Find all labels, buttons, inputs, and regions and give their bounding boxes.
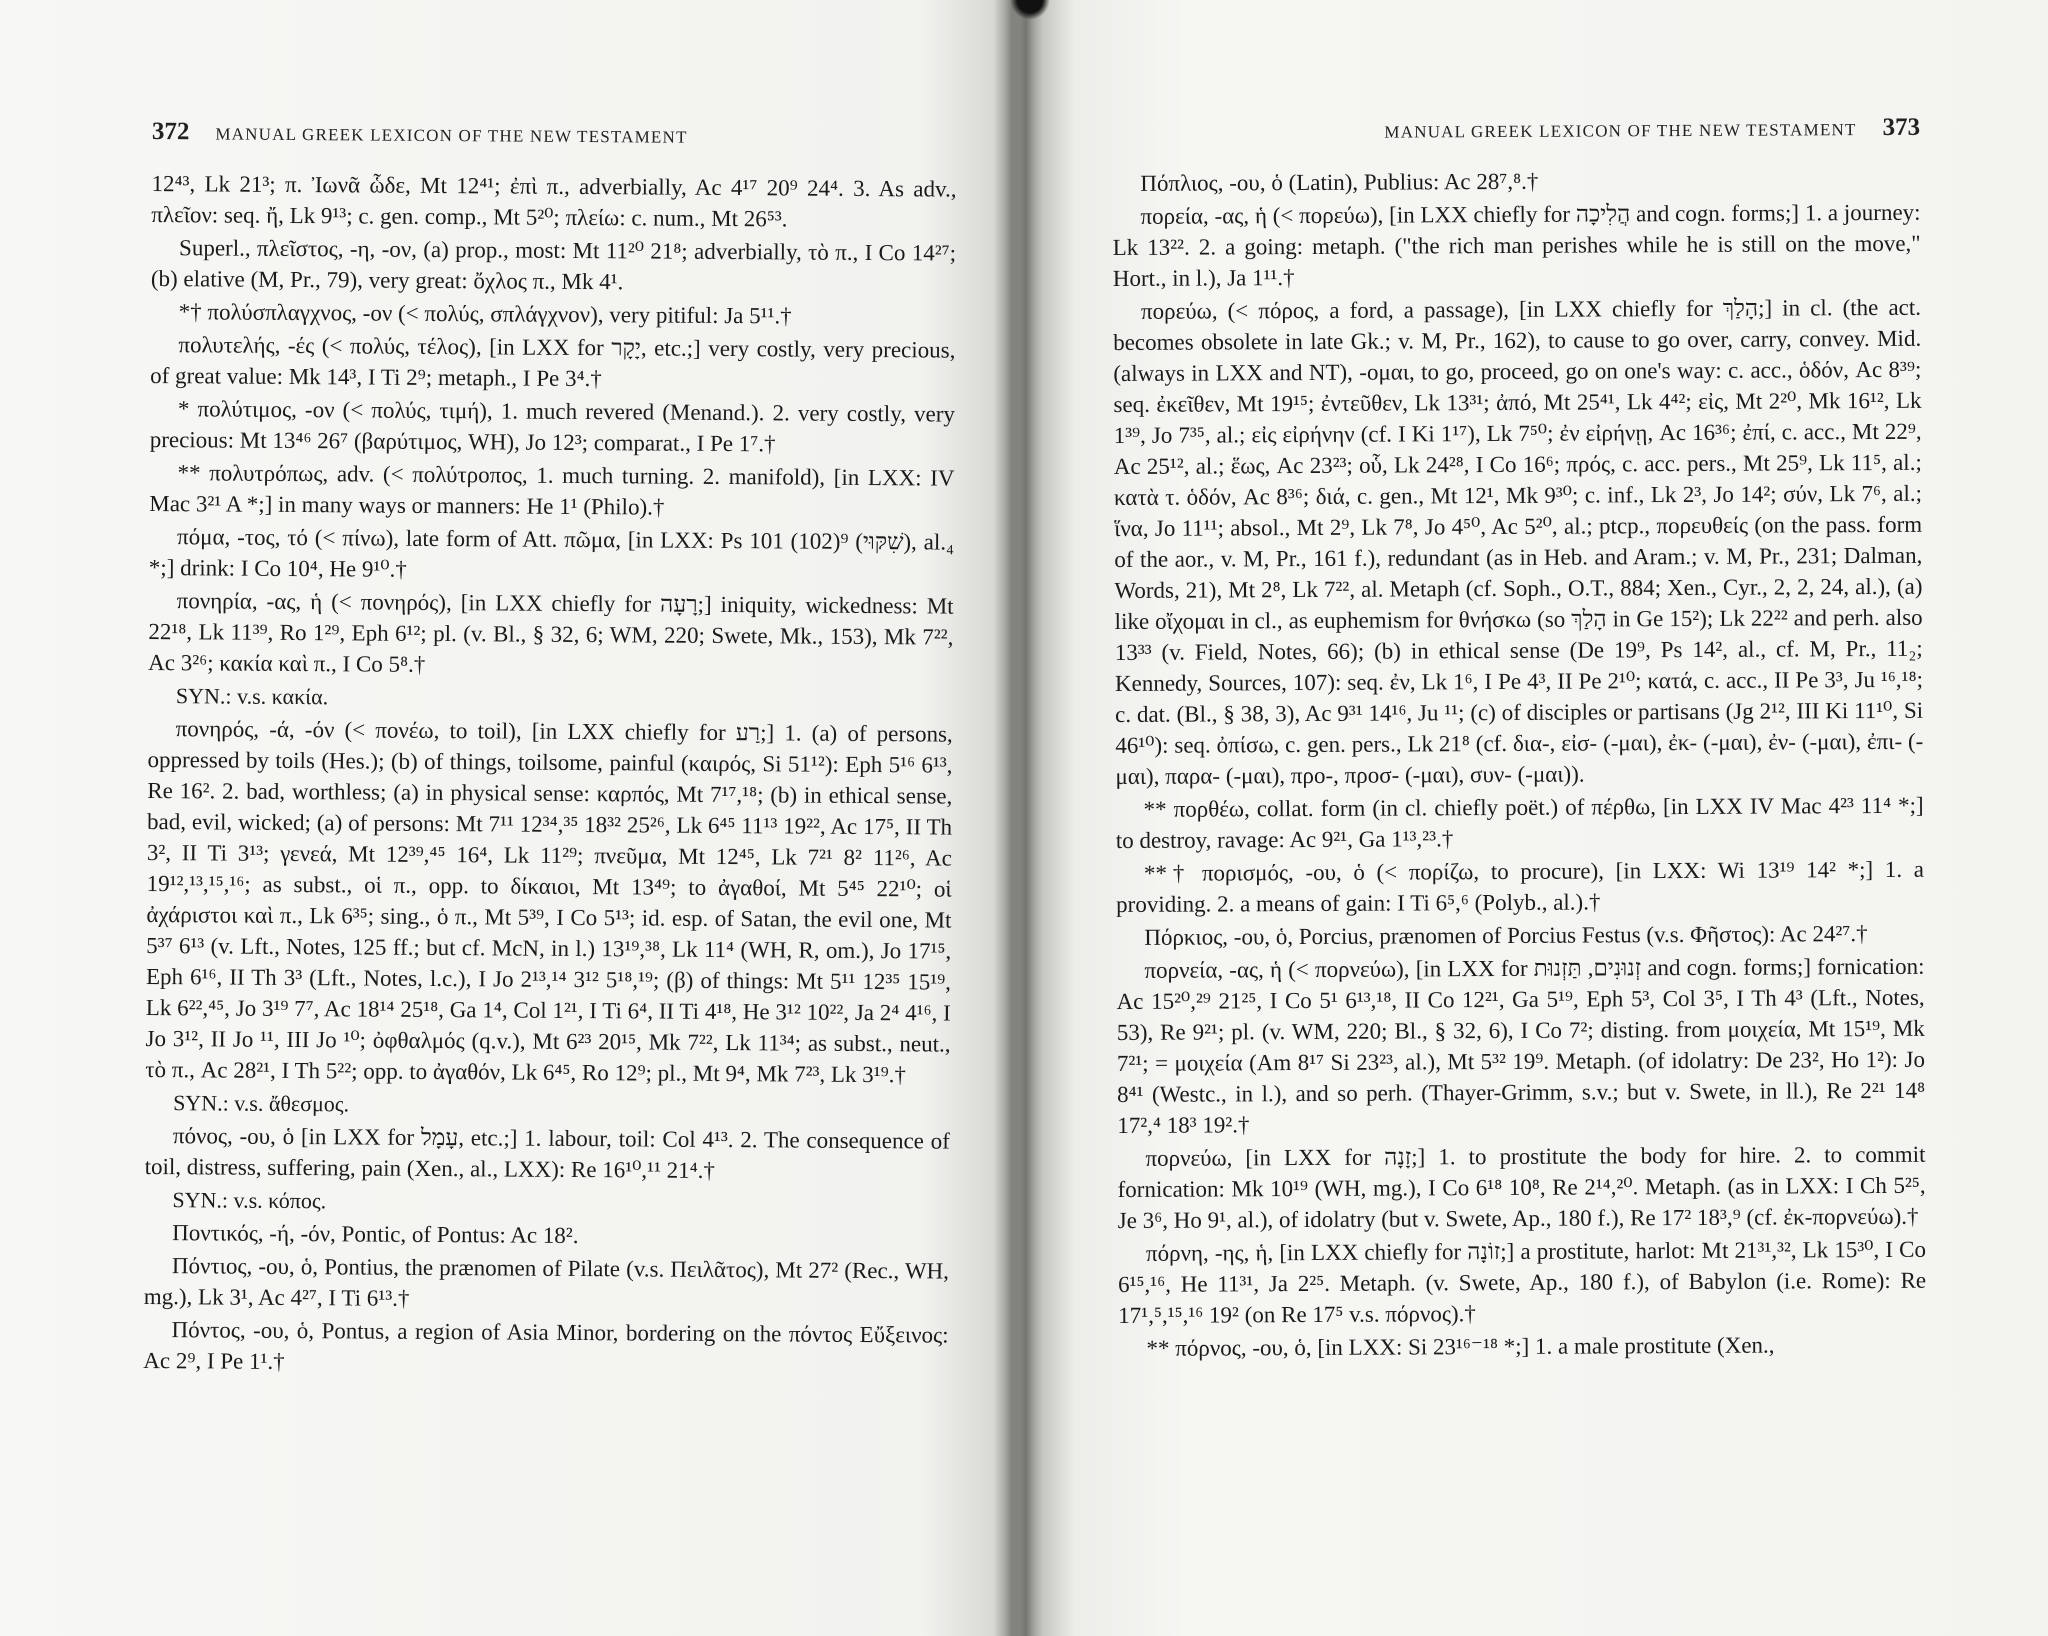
right-lexicon-entry: ** πόρνος, -ου, ὁ, [in LXX: Si 23¹⁶⁻¹⁸ *;] 1. a male prostitute (Xen., bbox=[1146, 1332, 1775, 1361]
left-lexicon-entry: Πόντος, -ου, ὁ, Pontus, a region of Asia Minor, bordering on the πόντος Εὔξεινος: Ac 2⁹, I Pe 1¹.† bbox=[143, 1317, 949, 1374]
right-running-head bbox=[1112, 114, 1920, 146]
left-lexicon-entry: Πόντιος, -ου, ὁ, Pontius, the prænomen of Pilate (v.s. Πειλᾶτος), Mt 27² (Rec., WH, mg.), Lk 3¹, Ac 4²⁷, I Ti 6¹³.† bbox=[143, 1253, 950, 1311]
left-lexicon-entry: ** πολυτρόπως, adv. (< πολύτροπος, 1. much turning. 2. manifold), [in LXX: IV Mac 3²¹ A *;] in many ways or manners: He 1¹ (Philo).† bbox=[149, 460, 955, 520]
left-entries bbox=[143, 168, 956, 1382]
left-lexicon-entry: πόνος, -ου, ὁ [in LXX for עָמָל, etc.;] 1. labour, toil: Col 4¹³. 2. The consequence of toil, distress, suffering, pain (Xen., al., LXX): Re 16¹⁰,¹¹ 21⁴.† bbox=[144, 1123, 950, 1183]
right-page bbox=[1112, 114, 1928, 1608]
left-synonym-note: SYN.: v.s. ἄθεσμος. bbox=[173, 1090, 350, 1117]
right-lexicon-entry: πορνεύω, [in LXX for זָנָה;] 1. to prostitute the body for hire. 2. to commit fornication: Mk 10¹⁹ (WH, mg.), I Co 6¹⁸ 10⁸, Re 2¹⁴,²⁰. Metaph. (as in LXX: I Ch 5²⁵, Je 3⁶, Ho 9¹, al.), of idolatry (but v. Swete, Ap., 180 f.), Re 17² 18³,⁹ (cf. ἐκ-πορνεύω).† bbox=[1117, 1141, 1926, 1233]
gutter-notch bbox=[1010, 0, 1050, 20]
left-lexicon-entry: * πολύτιμος, -ον (< πολύς, τιμή), 1. much revered (Menand.). 2. very costly, very precious: Mt 13⁴⁶ 26⁷ (βαρύτιμος, WH), Jo 12³; comparat., I Pe 1⁷.† bbox=[149, 396, 956, 457]
left-lexicon-entry: πονηρός, -ά, -όν (< πονέω, to toil), [in LXX chiefly for רַע;] 1. (a) of persons, oppressed by toils (Hes.); (b) of things, toilsome, painful (καιρός, Si 51¹²): Eph 5¹⁶ 6¹³, Re 16². 2. bad, worthless; (a) in physical sense: καρπός, Mt 7¹⁷,¹⁸; (b) in ethical sense, bad, evil, wicked; (a) of persons: Mt 7¹¹ 12³⁴,³⁵ 18³² 25²⁶, Lk 6⁴⁵ 11¹³ 19²², Ac 17⁵, II Th 3², II Ti 3¹³; γενεά, Mt 12³⁹,⁴⁵ 16⁴, Lk 11²⁹; πνεῦμα, Mt 12⁴⁵, Lk 7²¹ 8² 11²⁶, Ac 19¹²,¹³,¹⁵,¹⁶; as subst., οἱ π., opp. to δίκαιοι, Mt 13⁴⁹; to ἀγαθοί, Mt 5⁴⁵ 22¹⁰; οἱ ἀχάριστοι καὶ π., Lk 6³⁵; sing., ὁ π., Mt 5³⁹, I Co 5¹³; id. esp. of Satan, the evil one, Mt 5³⁷ 6¹³ (v. Lft., Notes, 125 ff.; but cf. McN, in l.) 13¹⁹,³⁸, Lk 11⁴ (WH, R, om.), Jo 17¹⁵, Eph 6¹⁶, II Th 3³ (Lft., Notes, l.c.), I Jo 2¹³,¹⁴ 3¹² 5¹⁸,¹⁹; (β) of things: Mt 5¹¹ 12³⁵ 15¹⁹, Lk 6²²,⁴⁵, Jo 3¹⁹ 7⁷, Ac 18¹⁴ 25¹⁸, Ga 1⁴, Col 1²¹, I Ti 6⁴, II Ti 4¹⁸, He 3¹² 10²², Ja 2⁴ 4¹⁶, I Jo 3¹², II Jo ¹¹, III Jo ¹⁰; ὀφθαλμός (q.v.), Mt 6²³ 20¹⁵, Mk 7²², Lk 11³⁴; as subst., neut., τὸ π., Ac 28²¹, I Th 5²²; opp. to ἀγαθόν, Lk 6⁴⁵, Ro 12⁹; pl., Mt 9⁴, Mk 7²³, Lk 3¹⁹.† bbox=[145, 716, 953, 1088]
right-lexicon-entry: Πόρκιος, -ου, ὁ, Porcius, prænomen of Porcius Festus (v.s. Φῆστος): Ac 24²⁷.† bbox=[1144, 921, 1868, 950]
right-lexicon-entry: **† πορισμός, -ου, ὁ (< πορίζω, to procure), [in LXX: Wi 13¹⁹ 14² *;] 1. a providing. 2. a means of gain: I Ti 6⁵,⁶ (Polyb., al.).† bbox=[1116, 856, 1925, 917]
book-gutter bbox=[1005, 0, 1043, 1636]
left-lexicon-entry: *† πολύσπλαγχνος, -ον (< πολύς, σπλάγχνον), very pitiful: Ja 5¹¹.† bbox=[178, 299, 792, 329]
left-lexicon-entry: Superl., πλεῖστος, -η, -ον, (a) prop., most: Mt 11²⁰ 21⁸; adverbially, τὸ π., I Co 14²⁷; (b) elative (M, Pr., 79), very great: ὄχλος π., Mk 4¹. bbox=[150, 235, 957, 295]
left-page-number: 372 bbox=[151, 118, 190, 146]
left-lexicon-entry: πολυτελής, -ές (< πολύς, τέλος), [in LXX for יָקָר, etc.;] very costly, very precious, of great value: Mk 14³, I Ti 2⁹; metaph., I Pe 3⁴.† bbox=[150, 332, 956, 392]
right-lexicon-entry: πορεύω, (< πόρος, a ford, a passage), [in LXX chiefly for הָלַךְ;] in cl. (the act. becomes obsolete in late Gk.; v. M, Pr., 162), to cause to go over, carry, convey. Mid. (always in LXX and NT), -ομαι, to go, proceed, go on one's way: c. acc., ὁδόν, Ac 8³⁹; seq. ἐκεῖθεν, Mt 19¹⁵; ἐντεῦθεν, Lk 13³¹; ἀπό, Mt 25⁴¹, Lk 4⁴²; εἰς, Mt 2²⁰, Mk 16¹², Lk 1³⁹, Jo 7³⁵, al.; εἰς εἰρήνην (cf. I Ki 1¹⁷), Lk 7⁵⁰; ἐν εἰρήνῃ, Ac 16³⁶; ἐπί, c. acc., Mt 22⁹, Ac 25¹², al.; ἕως, Ac 23²³; οὗ, Lk 24²⁸, I Co 16⁶; πρός, c. acc. pers., Mt 25⁹, Lk 11⁵, al.; κατὰ τ. ὁδόν, Ac 8³⁶; διά, c. gen., Mt 12¹, Mk 9³⁰; c. inf., Lk 2³, Jo 14²; σύν, Lk 7⁶, al.; ἵνα, Jo 11¹¹; absol., Mt 2⁹, Lk 7⁸, Jo 4⁵⁰, Ac 5²⁰, al.; ptcp., πορευθείς (on the pass. form of the aor., v. M, Pr., 161 f.), redundant (as in Heb. and Aram.; v. M, Pr., 231; Dalman, Words, 21), Mt 2⁸, Lk 7²², al. Metaph (cf. Soph., O.T., 884; Xen., Cyr., 2, 2, 24, al.), (a) like οἴχομαι in cl., as euphemism for θνήσκω (so הָלַךְ in Ge 15²); Lk 22²² and perh. also 13³³ (v. Field, Notes, 66); (b) in ethical sense (De 19⁹, Ps 14², al., cf. M, Pr., 11₂; Kennedy, Sources, 107): seq. ἐν, Lk 1⁶, I Pe 4³, II Pe 2¹⁰; κατά, c. acc., II Pe 3³, Ju ¹⁶,¹⁸; c. dat. (Bl., § 38, 3), Ac 9³¹ 14¹⁶, Ju ¹¹; (c) of disciples or partisans (Jg 2¹², III Ki 11¹⁰, Si 46¹⁰): seq. ὀπίσω, c. gen. pers., Lk 21⁸ (cf. δια-, εἰσ- (-μαι), ἐκ- (-μαι), ἐν- (-μαι), ἐπι- (-μαι), παρα- (-μαι), προ-, προσ- (-μαι), συν- (-μαι)). bbox=[1113, 294, 1924, 789]
left-running-title: MANUAL GREEK LEXICON OF THE NEW TESTAMENT bbox=[215, 124, 688, 147]
left-lexicon-entry: πονηρία, -ας, ἡ (< πονηρός), [in LXX chiefly for רָעָה;] iniquity, wickedness: Mt 22¹⁸, Lk 11³⁹, Ro 1²⁹, Eph 6¹²; pl. (v. Bl., § 32, 6; WM, 220; Swete, Mk., 153), Mk 7²², Ac 3²⁶; κακία καὶ π., I Co 5⁸.† bbox=[148, 588, 954, 677]
left-lexicon-entry: 12⁴³, Lk 21³; π. Ἰωνᾶ ὧδε, Mt 12⁴¹; ἐπὶ π., adverbially, Ac 4¹⁷ 20⁹ 24⁴. 3. As adv., πλεῖον: seq. ἤ, Lk 9¹³; c. gen. comp., Mt 5²⁰; πλείω: c. num., Mt 26⁵³. bbox=[151, 170, 957, 232]
left-running-head bbox=[152, 118, 957, 152]
right-lexicon-entry: Πόπλιος, -ου, ὁ (Latin), Publius: Ac 28⁷,⁸.† bbox=[1140, 168, 1539, 196]
left-synonym-note: SYN.: v.s. κόπος. bbox=[172, 1187, 327, 1214]
right-running-title: MANUAL GREEK LEXICON OF THE NEW TESTAMENT bbox=[1384, 120, 1857, 142]
right-entries bbox=[1112, 164, 1926, 1364]
left-synonym-note: SYN.: v.s. κακία. bbox=[175, 683, 329, 710]
right-lexicon-entry: ** πορθέω, collat. form (in cl. chiefly poët.) of πέρθω, [in LXX IV Mac 4²³ 11⁴ *;] to destroy, ravage: Ac 9²¹, Ga 1¹³,²³.† bbox=[1115, 792, 1924, 853]
left-lexicon-entry: πόμα, -τος, τό (< πίνω), late form of Att. πῶμα, [in LXX: Ps 101 (102)⁹ (שִׁקּוּי), al.₄ *;] drink: I Co 10⁴, He 9¹⁰.† bbox=[148, 524, 955, 582]
left-lexicon-entry: Ποντικός, -ή, -όν, Pontic, of Pontus: Ac 18². bbox=[172, 1220, 579, 1249]
right-lexicon-entry: πορεία, -ας, ἡ (< πορεύω), [in LXX chiefly for הֲלִיכָה and cogn. forms;] 1. a journey: Lk 13²². 2. a going: metaph. ("the rich man perishes while he is still on the move," Hort., in l.), Ja 1¹¹.† bbox=[1112, 199, 1921, 291]
left-page bbox=[142, 118, 957, 1614]
right-page-number: 373 bbox=[1882, 113, 1921, 141]
right-lexicon-entry: πόρνη, -ης, ἡ, [in LXX chiefly for זוֹנָה;] a prostitute, harlot: Mt 21³¹,³², Lk 15³⁰, I Co 6¹⁵,¹⁶, He 11³¹, Ja 2²⁵. Metaph. (v. Swete, Ap., 180 f.), of Babylon (i.e. Rome): Re 17¹,⁵,¹⁵,¹⁶ 19² (on Re 17⁵ v.s. πόρνος).† bbox=[1118, 1236, 1927, 1328]
right-lexicon-entry: πορνεία, -ας, ἡ (< πορνεύω), [in LXX for זְנוּנִים, תַּזְנוּת and cogn. forms;] fornication: Ac 15²⁰,²⁹ 21²⁵, I Co 5¹ 6¹³,¹⁸, II Co 12²¹, Ga 5¹⁹, Eph 5³, Col 3⁵, I Th 4³ (Lft., Notes, 53), Re 9²¹; pl. (v. WM, 220; Bl., § 32, 6), I Co 7²; disting. from μοιχεία, Mt 15¹⁹, Mk 7²¹; = μοιχεία (Am 8¹⁷ Si 23²³, al.), Mt 5³² 19⁹. Metaph. (of idolatry: De 23², Ho 1²): Jo 8⁴¹ (Westc., in l.), and so perh. (Thayer-Grimm, s.v.; but v. Swete, in ll.), Re 2²¹ 14⁸ 17²,⁴ 18³ 19².† bbox=[1116, 953, 1926, 1138]
